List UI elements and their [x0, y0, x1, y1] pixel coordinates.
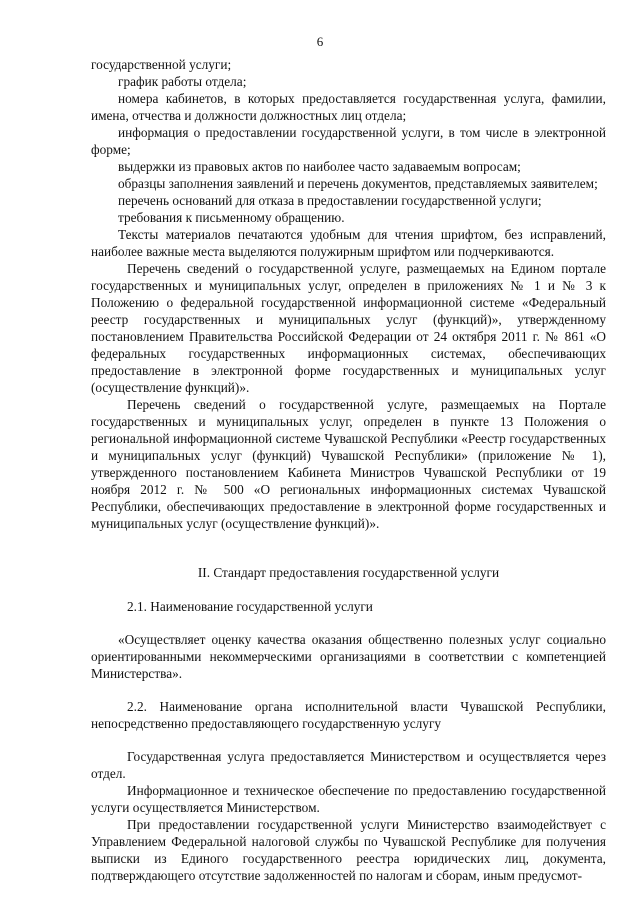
list-item: требования к письменному обращению.: [118, 210, 345, 225]
paragraph: Тексты материалов печатаются удобным для чтения шрифтом, без исправлений, наиболее важные места выделяются полужирным шрифтом или подчеркиваются.: [91, 227, 606, 259]
paragraph: государственной услуги;: [91, 57, 232, 72]
page-number: 6: [316, 34, 324, 49]
document-body: [91, 56, 606, 884]
list-item: номера кабинетов, в которых предоставляется государственная услуга, фамилии, имена, отчества и должности должностных лиц отдела;: [91, 91, 606, 123]
paragraph: Перечень сведений о государственной услуге, размещаемых на Портале государственных и муниципальных услуг, определен в пункте 13 Положения о региональной информационной системе Чувашской Республики «Реестр государственных и муниципальных услуг (функций) Чувашской Республики» (приложение № 1), утвержденного постановлением Кабинета Министров Чувашской Республики от 19 ноября 2012 г. № 500 «О региональных информационных системах Чувашской Республики, обеспечивающих предоставление в электронной форме государственных и муниципальных услуг (осуществление функций)».: [91, 397, 606, 531]
subsection-title: 2.2. Наименование органа исполнительной власти Чувашской Республики, непосредственно предоставляющего государственную услугу: [91, 699, 606, 731]
subsection-title: 2.1. Наименование государственной услуги: [127, 599, 373, 614]
paragraph: Перечень сведений о государственной услуге, размещаемых на Едином портале государственных и муниципальных услуг, определен в приложениях № 1 и № 3 к Положению о федеральной государственной информационной системе «Федеральный реестр государственных и муниципальных услуг (функций)», утвержденному постановлением Правительства Российской Федерации от 24 октября 2011 г. № 861 «О федеральных государственных информационных системах, обеспечивающих предоставление в электронной форме государственных и муниципальных услуг (осуществление функций)».: [91, 261, 606, 395]
section-title: II. Стандарт предоставления государственной услуги: [197, 565, 500, 580]
list-item: информация о предоставлении государственной услуги, в том числе в электронной форме;: [91, 125, 606, 157]
list-item: график работы отдела;: [118, 74, 247, 89]
paragraph: При предоставлении государственной услуги Министерство взаимодействует с Управлением Федеральной налоговой службы по Чувашской Республике для получения выписки из Единого государственного реестра юридических лиц, документа, подтверждающего отсутствие задолженностей по налогам и сборам, иным предусмот-: [91, 817, 606, 883]
list-item: выдержки из правовых актов по наиболее часто задаваемым вопросам;: [118, 159, 521, 174]
paragraph: Государственная услуга предоставляется Министерством и осуществляется через отдел.: [91, 749, 606, 781]
paragraph: Информационное и техническое обеспечение по предоставлению государственной услуги осуществляется Министерством.: [91, 783, 606, 815]
paragraph: «Осуществляет оценку качества оказания общественно полезных услуг социально ориентированными некоммерческими организациями в соответствии с компетенцией Министерства».: [91, 632, 606, 681]
list-item: перечень оснований для отказа в предоставлении государственной услуги;: [118, 193, 542, 208]
list-item: образцы заполнения заявлений и перечень документов, представляемых заявителем;: [118, 176, 598, 191]
